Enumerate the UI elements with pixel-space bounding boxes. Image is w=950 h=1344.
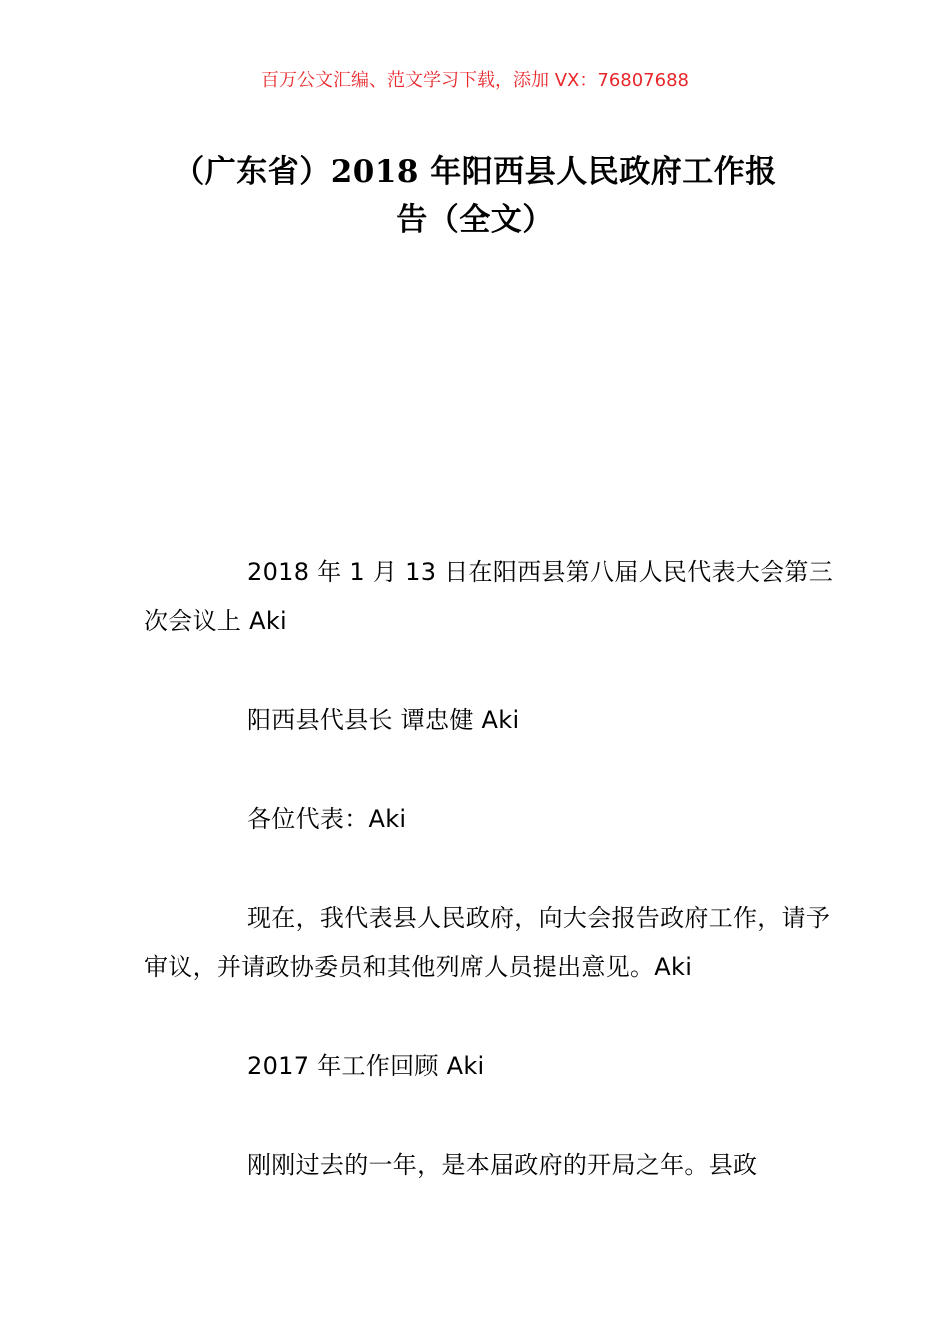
salutation-paragraph: 各位代表：Aki (247, 805, 407, 833)
speaker-paragraph: 阳西县代县长 谭忠健 Aki (247, 706, 520, 734)
document-body (144, 548, 834, 1240)
review-paragraph: 刚刚过去的一年，是本届政府的开局之年。县政 (247, 1151, 758, 1179)
header-contact-note: 百万公文汇编、范文学习下载，添加 VX：76807688 (261, 70, 689, 91)
meeting-info-paragraph: 2018 年 1 月 13 日在阳西县第八届人民代表大会第三次会议上 Aki (144, 558, 834, 635)
document-title-line-1: （广东省）2018 年阳西县人民政府工作报 (173, 154, 777, 190)
document-title (140, 148, 810, 244)
intro-paragraph: 现在，我代表县人民政府，向大会报告政府工作，请予审议，并请政协委员和其他列席人员提出意见。Aki (144, 904, 831, 981)
section-heading-review: 2017 年工作回顾 Aki (247, 1052, 485, 1080)
document-title-line-2: 告（全文） (396, 202, 554, 238)
